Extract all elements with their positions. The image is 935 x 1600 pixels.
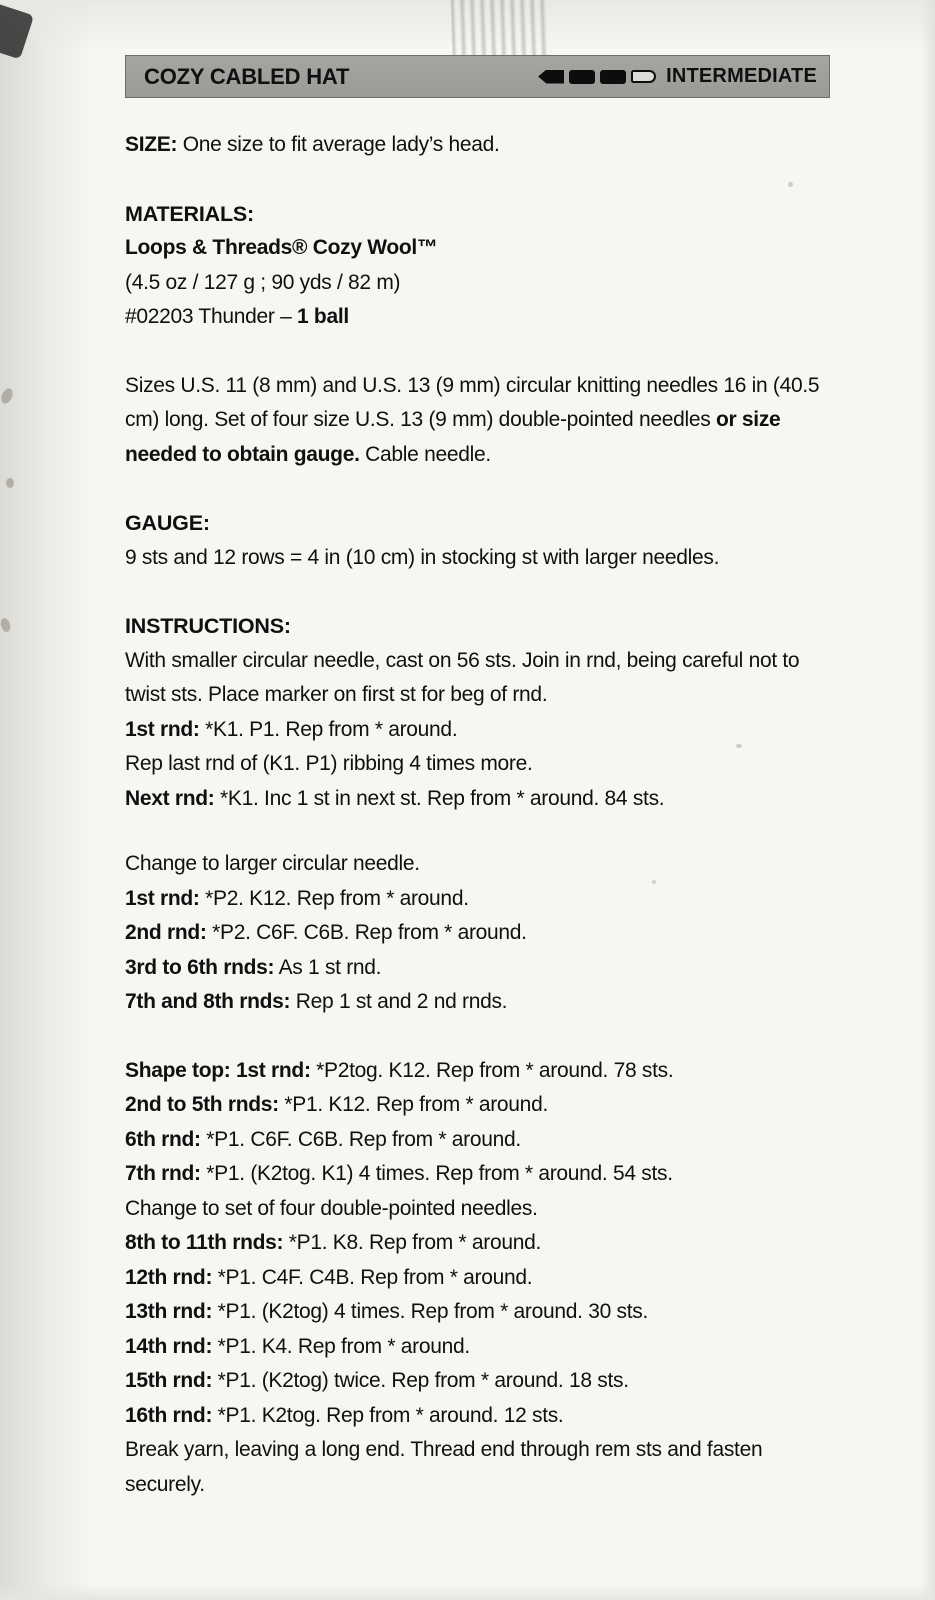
skill-level-label: INTERMEDIATE <box>666 65 817 87</box>
instruction-line: 2nd rnd: *P2. C6F. C6B. Rep from * around. <box>125 921 527 944</box>
instruction-line: Change to set of four double-pointed needles. <box>125 1196 538 1220</box>
instruction-line: 1st rnd: *K1. P1. Rep from * around. <box>125 717 458 741</box>
instruction-line: 8th to 11th rnds: *P1. K8. Rep from * around. <box>125 1231 541 1254</box>
skill-level <box>538 65 817 88</box>
instruction-line: 14th rnd: *P1. K4. Rep from * around. <box>125 1334 470 1358</box>
pattern-header-bar <box>125 55 830 98</box>
instruction-line: Shape top: 1st rnd: *P2tog. K12. Rep from * around. 78 sts. <box>125 1058 674 1082</box>
skill-segment-filled-icon <box>569 70 595 84</box>
instruction-line: 7th rnd: *P1. (K2tog. K1) 4 times. Rep from * around. 54 sts. <box>125 1162 673 1185</box>
gauge-heading: GAUGE: <box>125 511 210 535</box>
scan-edge-shadow-right <box>921 0 935 1600</box>
instruction-line: Next rnd: *K1. Inc 1 st in next st. Rep from * around. 84 sts. <box>125 786 665 810</box>
instructions-intro: With smaller circular needle, cast on 56 sts. Join in rnd, being careful not to twist sts. Place marker on first st for beg of rnd. <box>125 648 800 706</box>
gauge-text: 9 sts and 12 rows = 4 in (10 cm) in stocking st with larger needles. <box>125 545 720 569</box>
materials-weight: (4.5 oz / 127 g ; 90 yds / 82 m) <box>125 270 401 294</box>
instruction-line: Rep last rnd of (K1. P1) ribbing 4 times more. <box>125 752 533 775</box>
scan-artifact-speck <box>6 478 14 488</box>
instruction-line: 1st rnd: *P2. K12. Rep from * around. <box>125 886 469 910</box>
instruction-line: 16th rnd: *P1. K2tog. Rep from * around. 12 sts. <box>125 1403 564 1427</box>
instruction-line: 7th and 8th rnds: Rep 1 st and 2 nd rnds. <box>125 990 508 1013</box>
skill-segment-empty-icon <box>631 70 656 83</box>
skill-level-meter-icon <box>538 70 656 84</box>
scan-edge-shadow-left <box>0 0 95 1600</box>
finishing-text: Break yarn, leaving a long end. Thread end through rem sts and fasten securely. <box>125 1438 763 1496</box>
materials-heading: MATERIALS: <box>125 201 254 226</box>
gauge-section <box>125 506 830 575</box>
instruction-line: Change to larger circular needle. <box>125 852 420 875</box>
skill-segment-filled-icon <box>538 70 564 84</box>
instruction-line: 6th rnd: *P1. C6F. C6B. Rep from * around. <box>125 1127 521 1151</box>
materials-brand: Loops & Threads® Cozy Wool™ <box>125 236 438 259</box>
instruction-line: 15th rnd: *P1. (K2tog) twice. Rep from * around. 18 sts. <box>125 1369 629 1392</box>
needles-paragraph: Sizes U.S. 11 (8 mm) and U.S. 13 (9 mm) circular knitting needles 16 in (40.5 cm) long. Set of four size U.S. 13 (9 mm) double-pointed needles or size needed to obtain gauge. Cable needle. <box>125 373 820 466</box>
materials-section <box>125 197 830 335</box>
scan-edge-shadow-bottom <box>0 1584 935 1600</box>
instruction-line: 12th rnd: *P1. C4F. C4B. Rep from * around. <box>125 1265 533 1289</box>
instruction-line: 13th rnd: *P1. (K2tog) 4 times. Rep from * around. 30 sts. <box>125 1300 648 1323</box>
size-label: SIZE: <box>125 133 178 156</box>
shape-top-section <box>125 1054 830 1503</box>
size-section <box>125 128 830 163</box>
instruction-line: 3rd to 6th rnds: As 1 st rnd. <box>125 955 382 979</box>
size-text: One size to fit average lady’s head. <box>177 133 500 156</box>
materials-color: #02203 Thunder – 1 ball <box>125 305 349 328</box>
pattern-content <box>125 55 830 1502</box>
instructions-section <box>125 609 830 816</box>
body-rounds-section <box>125 847 830 1020</box>
instructions-heading: INSTRUCTIONS: <box>125 614 291 638</box>
pattern-title: COZY CABLED HAT <box>144 63 350 89</box>
instruction-line: 2nd to 5th rnds: *P1. K12. Rep from * around. <box>125 1093 548 1116</box>
skill-segment-filled-icon <box>600 70 626 84</box>
